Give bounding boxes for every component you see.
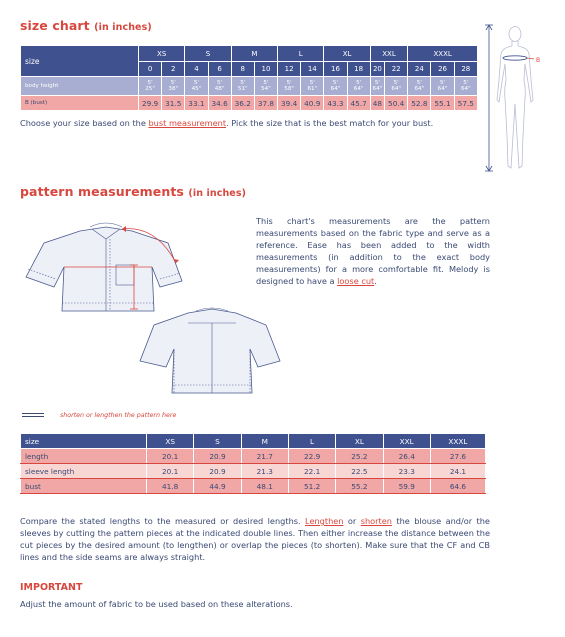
table-cell: 44.9 [194, 479, 241, 494]
table-row [21, 464, 486, 479]
table-cell: 26.4 [383, 449, 430, 464]
pattern-size-header: XXXL [430, 434, 485, 449]
body-height-cell: 5' 61" [301, 77, 324, 96]
table-cell: 21.7 [241, 449, 288, 464]
lengthen-link[interactable]: Lengthen [305, 516, 344, 526]
size-number: 20 [370, 62, 384, 77]
size-number: 24 [408, 62, 431, 77]
pattern-header-row [21, 434, 486, 449]
loose-cut-link[interactable]: loose cut [337, 276, 375, 286]
pattern-size-header: XXL [383, 434, 430, 449]
size-number: 14 [301, 62, 324, 77]
bust-label: B (bust) [21, 96, 139, 111]
group-header: M [231, 46, 277, 62]
bust-cell: 39.4 [278, 96, 301, 111]
row-label: bust [21, 479, 147, 494]
pattern-size-header: M [241, 434, 288, 449]
important-text: Adjust the amount of fabric to be used based on these alterations. [20, 599, 293, 609]
body-height-cell: 5' 48" [208, 77, 231, 96]
table-cell: 22.1 [288, 464, 335, 479]
group-header: XS [139, 46, 185, 62]
shorten-link[interactable]: shorten [360, 516, 392, 526]
table-cell: 20.1 [147, 464, 194, 479]
table-cell: 48.1 [241, 479, 288, 494]
table-cell: 59.9 [383, 479, 430, 494]
size-number: 6 [208, 62, 231, 77]
bust-cell: 29.9 [139, 96, 162, 111]
group-header: XXXL [408, 46, 478, 62]
table-cell: 23.3 [383, 464, 430, 479]
body-height-label: body height [21, 77, 139, 96]
pattern-size-header: XL [336, 434, 383, 449]
bust-cell: 31.5 [162, 96, 185, 111]
size-header-label: size [21, 46, 139, 77]
table-cell: 22.5 [336, 464, 383, 479]
table-cell: 51.2 [288, 479, 335, 494]
bust-cell: 48 [370, 96, 384, 111]
body-height-cell: 5' 64" [370, 77, 384, 96]
body-height-cell: 5' 58" [278, 77, 301, 96]
table-cell: 24.1 [430, 464, 485, 479]
bust-measurement-link[interactable]: bust measurement [148, 118, 227, 128]
size-number: 0 [139, 62, 162, 77]
pattern-measurements-title: pattern measurements (in inches) [20, 184, 247, 199]
bust-cell: 45.7 [347, 96, 370, 111]
size-number: 12 [278, 62, 301, 77]
table-cell: 25.2 [336, 449, 383, 464]
bust-cell: 40.9 [301, 96, 324, 111]
body-height-cell: 5' 64" [324, 77, 347, 96]
table-cell: 20.9 [194, 464, 241, 479]
table-cell: 64.6 [430, 479, 485, 494]
legend-text: shorten or lengthen the pattern here [60, 412, 177, 419]
body-height-cell: 5' 25" [139, 77, 162, 96]
body-height-cell: 5' 64" [431, 77, 454, 96]
pattern-measurements-table [20, 433, 486, 494]
bust-row [21, 96, 478, 111]
table-cell: 20.1 [147, 449, 194, 464]
body-height-cell: 5' 38" [162, 77, 185, 96]
size-number: 26 [431, 62, 454, 77]
body-height-row [21, 77, 478, 96]
group-header: XL [324, 46, 370, 62]
size-chart-title: size chart (in inches) [20, 18, 152, 33]
important-title: IMPORTANT [20, 582, 83, 593]
size-number: 22 [385, 62, 408, 77]
table-cell: 41.8 [147, 479, 194, 494]
pattern-size-header: S [194, 434, 241, 449]
table-row [21, 449, 486, 464]
size-number: 18 [347, 62, 370, 77]
bust-cell: 55.1 [431, 96, 454, 111]
size-chart-table [20, 45, 478, 111]
table-cell: 55.2 [336, 479, 383, 494]
double-line-icon [22, 413, 44, 417]
pattern-description: This chart's measurements are the pattern measurements based on the fabric type and serve as a reference. Ease has been added to the width measurements (in addition to the exact body measurements) for a more comfortable fit. Melody is designed to have a loose cut. [256, 216, 490, 286]
bust-cell: 33.1 [185, 96, 208, 111]
body-height-cell: 5' 51" [231, 77, 254, 96]
body-height-cell: 5' 54" [254, 77, 277, 96]
size-number: 2 [162, 62, 185, 77]
pattern-size-header: L [288, 434, 335, 449]
table-cell: 20.9 [194, 449, 241, 464]
bust-cell: 50.4 [385, 96, 408, 111]
size-chart-note: Choose your size based on the bust measurement. Pick the size that is the best match for your bust. [20, 118, 434, 128]
group-header: XXL [370, 46, 408, 62]
pattern-size-header: XS [147, 434, 194, 449]
bust-cell: 34.6 [208, 96, 231, 111]
bust-cell: 37.8 [254, 96, 277, 111]
bust-marker-label: B [536, 57, 541, 64]
table-cell: 21.3 [241, 464, 288, 479]
bust-cell: 36.2 [231, 96, 254, 111]
table-cell: 22.9 [288, 449, 335, 464]
blouse-back-illustration [132, 305, 292, 400]
size-number: 8 [231, 62, 254, 77]
table-row [21, 479, 486, 494]
body-figure-illustration [478, 18, 558, 178]
group-header: L [278, 46, 324, 62]
size-number: 28 [454, 62, 477, 77]
size-number: 16 [324, 62, 347, 77]
body-height-cell: 5' 64" [454, 77, 477, 96]
body-height-cell: 5' 64" [408, 77, 431, 96]
bust-cell: 43.3 [324, 96, 347, 111]
bust-cell: 52.8 [408, 96, 431, 111]
size-number: 4 [185, 62, 208, 77]
body-height-cell: 5' 64" [347, 77, 370, 96]
row-label: length [21, 449, 147, 464]
table-cell: 27.6 [430, 449, 485, 464]
body-height-cell: 5' 45" [185, 77, 208, 96]
body-height-cell: 5' 64" [385, 77, 408, 96]
pattern-header-label: size [21, 434, 147, 449]
compare-paragraph: Compare the stated lengths to the measured or desired lengths. Lengthen or shorten the blouse and/or the sleeves by cutting the pattern pieces at the indicated double lines. Then either increase the distance between the cut pieces by the desired amount (to lengthen) or overlap the pieces (to shorten). Make sure that the CF and CB lines and the side seams are always straight. [20, 516, 490, 562]
bust-cell: 57.5 [454, 96, 477, 111]
group-header: S [185, 46, 231, 62]
row-label: sleeve length [21, 464, 147, 479]
size-number: 10 [254, 62, 277, 77]
